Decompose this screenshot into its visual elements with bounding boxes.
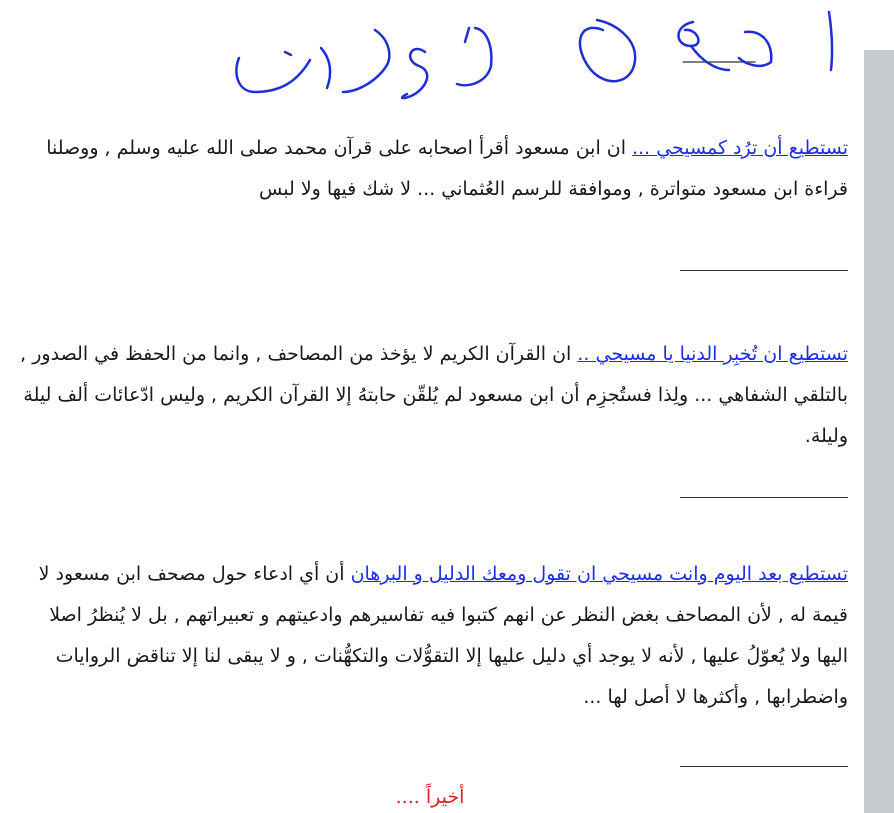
closing-heading: أخيراً .... (395, 786, 465, 808)
paragraph-1 (20, 128, 848, 210)
article-body (20, 128, 848, 718)
paragraph-2 (20, 334, 848, 457)
paragraph-1-text: ان ابن مسعود أقرأ اصحابه على قرآن محمد صلى الله عليه وسلم , ووصلنا قراءة ابن مسعود متواترة , وموافقة للرسم العُثماني ... لا شك فيها ولا لبس (46, 137, 848, 200)
separator-line (680, 497, 848, 498)
paragraph-1-link[interactable]: تستطيع أن ترُد كمسيحي ... (632, 137, 848, 159)
paragraph-2-link[interactable]: تستطيع ان تُخبِر الدنيا يا مسيحي .. (577, 343, 848, 365)
paragraph-3-link[interactable]: تستطيع بعد اليوم وانت مسيحي ان تقول ومعك الدليل و البرهان (350, 563, 848, 585)
handwritten-signature (225, 0, 855, 112)
paragraph-3 (20, 554, 848, 718)
separator-line (680, 270, 848, 271)
paragraph-2-text: ان القرآن الكريم لا يؤخذ من المصاحف , وانما من الحفظ في الصدور , بالتلقي الشفاهي ... ولِذا فستُجزِم أن ابن مسعود لم يُلقّن حابتهُ إلا القرآن الكريم , وليس ادّعائات ألف ليلة وليلة. (20, 343, 848, 447)
separator-line (680, 766, 848, 767)
scrollbar-track[interactable] (864, 50, 894, 813)
paragraph-3-text: أن أي ادعاء حول مصحف ابن مسعود لا قيمة له , لأن المصاحف بغض النظر عن انهم كتبوا فيه تفاسيرهم وادعيتهم و تعبيراتهم , بل لا يُنظرُ اصلا اليها ولا يُعوّلُ عليها , لأنه لا يوجد أي دليل عليها إلا التقوُّلات والتكهُّنات , و لا يبقى لنا إلا تناقض الروايات واضطرابها , وأكثرها لا أصل لها ... (38, 563, 848, 708)
